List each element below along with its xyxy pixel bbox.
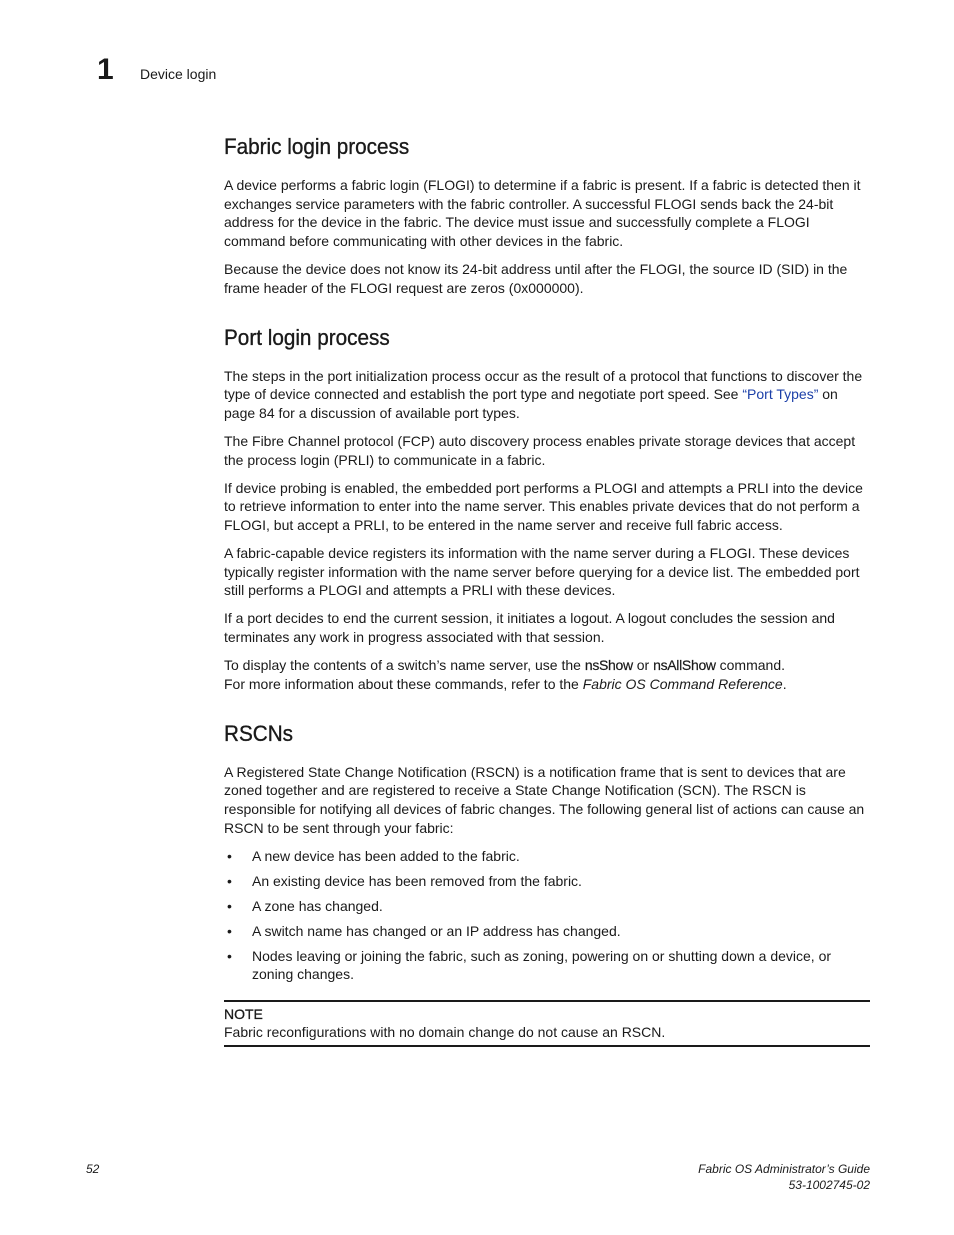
paragraph: Because the device does not know its 24-bit address until after the FLOGI, the source ID (SID) in the frame header of the FLOGI request are zeros (0x000000). [224, 261, 848, 296]
chapter-number: 1 [97, 53, 114, 86]
text-run: command. [715, 657, 785, 674]
bullet-glyph: • [227, 872, 232, 889]
page-content [224, 133, 870, 1047]
heading-port-login: Port login process [224, 324, 390, 350]
guide-title: Fabric OS Administrator’s Guide [698, 1162, 870, 1176]
bullet-glyph: • [227, 897, 232, 914]
paragraph: A Registered State Change Notification (RSCN) is a notification frame that is sent to devices that are zoned together and are registered to receive a State Change Notification (SCN). The RSCN is responsible for notifying all devices of fabric changes. The following general list of actions can cause an RSCN to be sent through your fabric: [224, 763, 865, 836]
text-run: The steps in the port initialization process occur as the result of a protocol that functions to discover the type of device connected and establish the port type and negotiate port speed. See [224, 367, 863, 403]
footer-doc-info [698, 1162, 870, 1193]
running-header-title: Device login [140, 66, 217, 82]
bullet-glyph: • [227, 847, 232, 864]
list-item-text: Nodes leaving or joining the fabric, such as zoning, powering on or shutting down a device, or zoning changes. [252, 947, 832, 983]
paragraph: A fabric-capable device registers its information with the name server during a FLOGI. These devices typically register information with the name server before querying for a device list. The embedded port still performs a PLOGI and attempts a PRLI with these devices. [224, 545, 860, 599]
note-box [224, 1000, 870, 1047]
command-nsshow: nsShow [584, 657, 633, 674]
bullet-glyph: • [227, 947, 232, 964]
port-types-link[interactable]: “Port Types” [742, 386, 819, 403]
paragraph [224, 367, 870, 423]
list-item [224, 847, 870, 866]
list-item-text: A switch name has changed or an IP address has changed. [252, 922, 621, 939]
heading-fabric-login: Fabric login process [224, 134, 410, 159]
command-nsallshow: nsAllShow [653, 657, 716, 674]
text-run: . [782, 675, 787, 692]
list-item-text: A zone has changed. [252, 897, 383, 914]
paragraph: If device probing is enabled, the embedded port performs a PLOGI and attempts a PRLI into the device to retrieve information to enter into the name server. This enables private devices that do not perform a FLOGI, but accept a PRLI, to be entered in the name server and receive full fabric access. [224, 479, 863, 534]
list-item [224, 872, 870, 891]
paragraph [224, 656, 870, 693]
paragraph: If a port decides to end the current session, it initiates a logout. A logout concludes the session and terminates any work in progress associated with that session. [224, 610, 835, 646]
heading-rscns: RSCNs [224, 720, 294, 746]
paragraph: A device performs a fabric login (FLOGI) to determine if a fabric is present. If a fabric is detected then it exchanges service parameters with the fabric controller. A successful FLOGI sends back the 24-bit address for the device in the fabric. The device must issue and successfully complete a FLOGI command before communicating with other devices in the fabric. [224, 177, 861, 250]
list-item [224, 897, 870, 916]
reference-title: Fabric OS Command Reference [582, 675, 783, 692]
paragraph: The Fibre Channel protocol (FCP) auto discovery process enables private storage devices that accept the process login (PRLI) to communicate in a fabric. [224, 432, 856, 468]
text-run: To display the contents of a switch’s name server, use the [224, 657, 585, 674]
text-run: on page 84 for a discussion of available port types. [224, 386, 838, 421]
list-item-text: An existing device has been removed from the fabric. [252, 872, 582, 889]
bullet-glyph: • [227, 922, 232, 939]
list-item [224, 922, 870, 941]
text-run: or [632, 657, 654, 674]
note-text: Fabric reconfigurations with no domain change do not cause an RSCN. [224, 1024, 666, 1041]
note-label: NOTE [224, 1006, 263, 1023]
rscn-action-list [224, 847, 870, 984]
page-number: 52 [86, 1162, 100, 1176]
list-item-text: A new device has been added to the fabric. [252, 847, 520, 864]
list-item [224, 947, 870, 984]
text-run: For more information about these commands, refer to the [224, 675, 583, 692]
doc-number: 53-1002745-02 [788, 1177, 870, 1192]
